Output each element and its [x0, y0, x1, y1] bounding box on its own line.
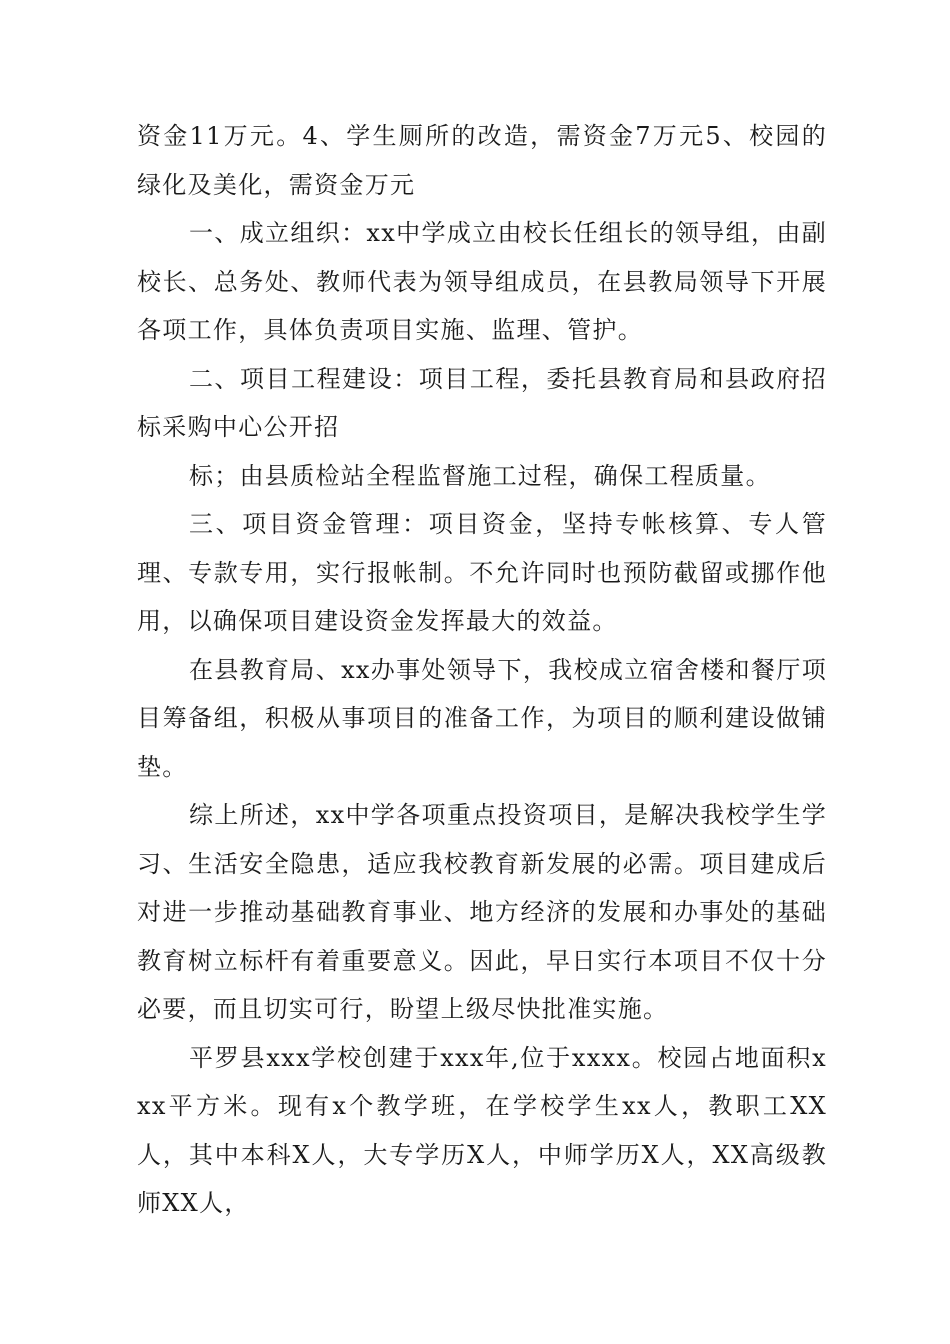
paragraph-fund-management: 三、项目资金管理：项目资金，坚持专帐核算、专人管理、专款专用，实行报帐制。不允许同时也预防截留或挪作他用，以确保项目建设资金发挥最大的效益。 [137, 510, 827, 635]
paragraph-project-construction: 二、项目工程建设：项目工程，委托县教育局和县政府招标采购中心公开招 [137, 364, 827, 441]
paragraph-school-profile: 平罗县xxx学校创建于xxx年,位于xxxx。校园占地面积xxx平方米。现有x个教学班，在学校学生xx人，教职工XX人，其中本科X人，大专学历X人，中师学历X人，XX高级教师XX人， [137, 1043, 827, 1217]
paragraph-preparation-group: 在县教育局、xx办事处领导下，我校成立宿舍楼和餐厅项目筹备组，积极从事项目的准备工作，为项目的顺利建设做铺垫。 [137, 655, 827, 781]
paragraph-summary: 综上所述，xx中学各项重点投资项目，是解决我校学生学习、生活安全隐患，适应我校教育新发展的必需。项目建成后对进一步推动基础教育事业、地方经济的发展和办事处的基础教育树立标杆有着重要意义。因此，早日实行本项目不仅十分必要，而且切实可行，盼望上级尽快批准实施。 [137, 801, 827, 1023]
paragraph-funding-list: 资金11万元。4、学生厕所的改造，需资金7万元5、校园的绿化及美化，需资金万元 [137, 122, 827, 199]
document-body [137, 112, 827, 1228]
paragraph-organization: 一、成立组织：xx中学成立由校长任组长的领导组，由副校长、总务处、教师代表为领导组成员，在县教局领导下开展各项工作，具体负责项目实施、监理、管护。 [137, 219, 827, 344]
paragraph-bidding: 标；由县质检站全程监督施工过程，确保工程质量。 [189, 461, 771, 490]
